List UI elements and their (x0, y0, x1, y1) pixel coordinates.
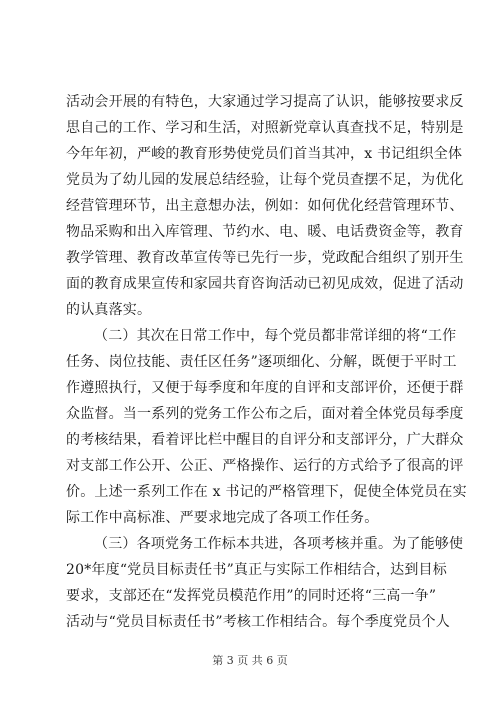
body-line: 经营管理环节，出主意想办法，例如：如何优化经营管理环节、 (66, 198, 464, 214)
body-line: 活动会开展的有特色，大家通过学习提高了认识，能够按要求反 (66, 94, 464, 110)
body-line: 任务、岗位技能、责任区任务”逐项细化、分解，既便于平时工 (66, 354, 457, 370)
paragraph-heading-3: （三）各项党务工作标本共进，各项考核并重。为了能够使 (94, 536, 464, 552)
body-line: 党员为了幼儿园的发展总结经验，让每个党员查摆不足，为优化 (66, 172, 464, 188)
body-line: 的认真落实。 (66, 302, 152, 318)
body-line: 作遵照执行，又便于每季度和年度的自评和支部评价，还便于群 (66, 380, 464, 396)
body-line: 价。上述一系列工作在 x 书记的严格管理下，促使全体党员在实 (66, 484, 467, 500)
body-line: 20*年度“党员目标责任书”真正与实际工作相结合，达到目标 (66, 562, 447, 578)
body-line: 对支部工作公开、公正、严格操作、运行的方式给予了很高的评 (66, 458, 464, 474)
body-line: 要求，支部还在“发挥党员模范作用”的同时还将“三高一争” (66, 588, 437, 604)
body-line: 面的教育成果宣传和家园共育咨询活动已初见成效，促进了活动 (66, 276, 464, 292)
body-line: 众监督。当一系列的党务工作公布之后，面对着全体党员每季度 (66, 406, 464, 422)
body-line: 的考核结果，看着评比栏中醒目的自评分和支部评分，广大群众 (66, 432, 464, 448)
page-number-footer: 第 3 页 共 6 页 (212, 654, 288, 667)
body-line: 际工作中高标准、严要求地完成了各项工作任务。 (66, 510, 379, 526)
body-line: 思自己的工作、学习和生活，对照新党章认真查找不足，特别是 (66, 120, 464, 136)
body-line: 物品采购和出入库管理、节约水、电、暖、电话费资金等，教育 (66, 224, 464, 240)
body-line: 活动与“党员目标责任书”考核工作相结合。每个季度党员个人 (66, 614, 450, 630)
body-line: 今年年初，严峻的教育形势使党员们首当其冲，x 书记组织全体 (66, 146, 463, 162)
body-line: 教学管理、教育改革宣传等已先行一步，党政配合组织了别开生 (66, 250, 464, 266)
paragraph-heading-2: （二）其次在日常工作中，每个党员都非常详细的将“工作 (94, 328, 457, 344)
